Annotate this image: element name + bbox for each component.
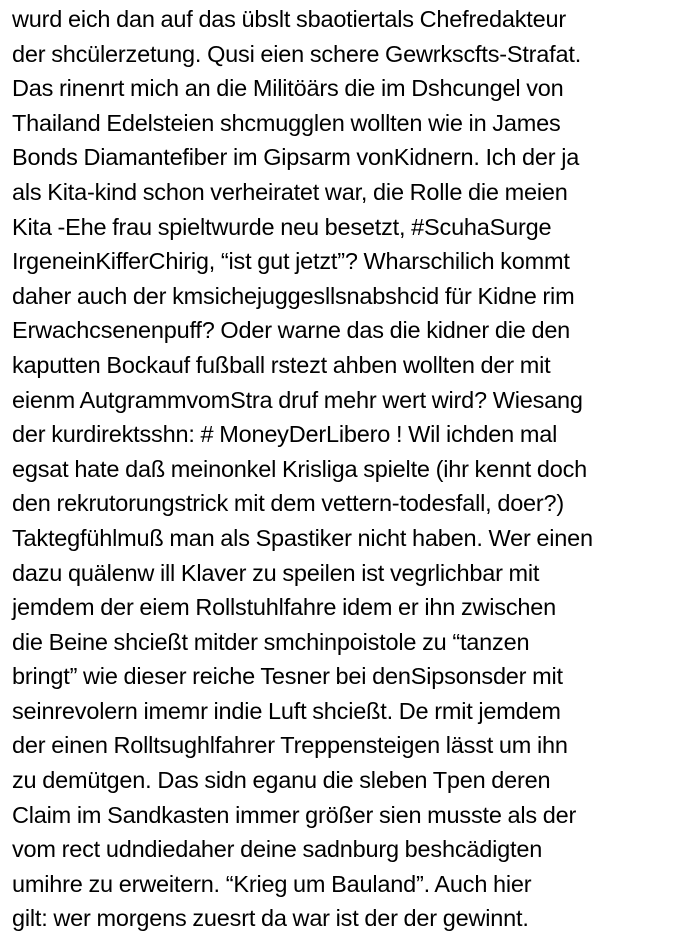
text-line: vom rect udndiedaher deine sadnburg beshcädigten [12,836,543,863]
text-line: bringt” wie dieser reiche Tesner bei denSipsonsder mit [12,663,563,690]
text-line: gilt: wer morgens zuesrt da war ist der der gewinnt. [12,905,529,932]
text-line: zu demütgen. Das sidn eganu die sleben Tpen deren [12,767,551,794]
text-line: Thailand Edelsteien shcmugglen wollten wie in James [12,109,561,136]
text-line: umihre zu erweitern. “Krieg um Bauland”. Auch hier [12,870,532,897]
text-line: den rekrutorungstrick mit dem vettern-todesfall, doer?) [12,490,565,517]
text-line: Das rinenrt mich an die Militöärs die im Dshcungel von [12,75,564,102]
text-line: die Beine shcießt mitder smchinpoistole zu “tanzen [12,628,530,655]
text-line: seinrevolern imemr indie Luft shcießt. De rmit jemdem [12,697,561,724]
text-line: Taktegfühlmuß man als Spastiker nicht haben. Wer einen [12,524,593,551]
body-text [12,2,680,936]
text-line: Claim im Sandkasten immer größer sien musste als der [12,801,577,828]
text-line: Bonds Diamantefiber im Gipsarm vonKidnern. Ich der ja [12,144,580,171]
text-line: als Kita-kind schon verheiratet war, die Rolle die meien [12,178,568,205]
text-line: der shcülerzetung. Qusi eien schere Gewrkscfts-Strafat. [12,40,582,67]
text-line: IrgeneinKifferChirig, “ist gut jetzt”? Wharschilich kommt [12,248,570,275]
text-line: wurd eich dan auf das übslt sbaotiertals Chefredakteur [12,6,566,32]
text-line: der einen Rolltsughlfahrer Treppensteigen lässt um ihn [12,732,568,759]
text-line: Erwachcsenenpuff? Oder warne das die kidner die den [12,317,571,344]
text-line: daher auch der kmsichejuggesllsnabshcid für Kidne rim [12,282,575,309]
text-line: eienm AutgrammvomStra druf mehr wert wird? Wiesang [12,386,583,413]
text-line: der kurdirektsshn: # MoneyDerLibero ! Wil ichden mal [12,421,558,448]
text-line: Kita -Ehe frau spieltwurde neu besetzt, #ScuhaSurge [12,213,552,240]
text-line: egsat hate daß meinonkel Krisliga spielte (ihr kennt doch [12,455,588,482]
text-line: kaputten Bockauf fußball rstezt ahben wollten der mit [12,351,551,378]
text-line: dazu quälenw ill Klaver zu speilen ist vegrlichbar mit [12,559,540,586]
text-line: jemdem der eiem Rollstuhlfahre idem er ihn zwischen [12,594,557,621]
